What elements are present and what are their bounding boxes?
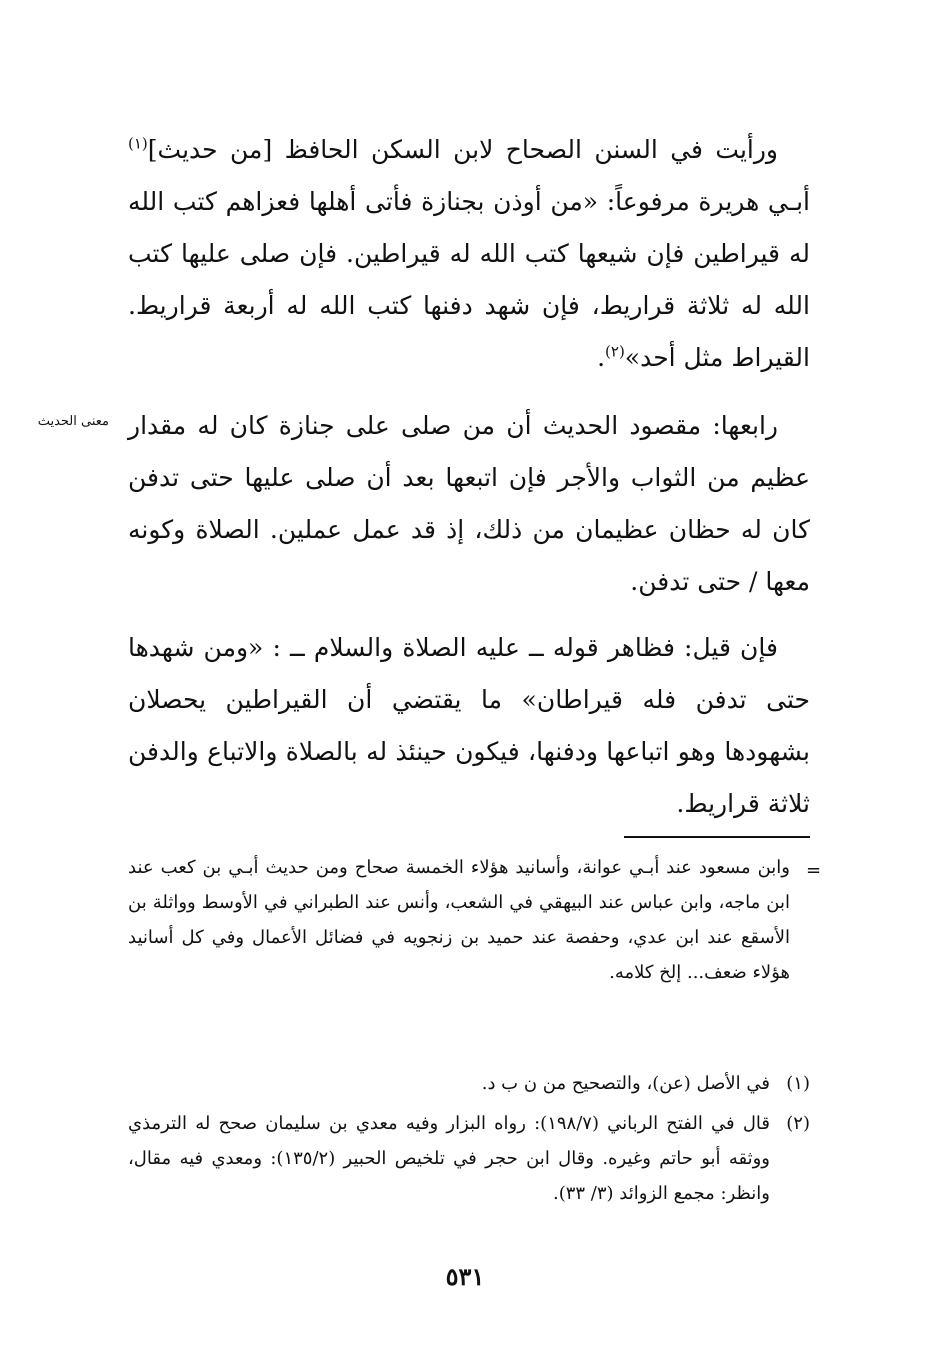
footnote-2-text: قال في الفتح الرباني (١٩٨/٧): رواه البزار وفيه معدي بن سليمان صحح له الترمذي ووثقه أبو حاتم وغيره. وقال ابن حجر في تلخيص الحبير (١٣٥/٢): ومعدي فيه مقال، وانظر: مجمع الزوائد (٣/ ٣٣).: [128, 1113, 770, 1204]
paragraph-fa-in-qila: [128, 622, 810, 830]
paragraph1-text-start: ورأيت في السنن الصحاح لابن السكن الحافظ [من حديث]: [147, 135, 778, 164]
paragraph1-text-end: .: [597, 343, 606, 372]
footnote-2-number: (٢): [786, 1113, 810, 1134]
paragraph2-text: رابعها: مقصود الحديث أن من صلى على جنازة كان له مقدار عظيم من الثواب والأجر فإن اتبعها بعد أن صلى عليها حتى تدفن كان له حظان عظيمان من ذلك، إذ قد عمل عملين. الصلاة وكونه معها / حتى تدفن.: [128, 411, 810, 596]
paragraph-rabiuha: [128, 400, 810, 608]
page-number: ٥٣١: [445, 1262, 485, 1291]
footnote-1-text: في الأصل (عن)، والتصحيح من ن ب د.: [481, 1073, 770, 1094]
footnote-ref-2[interactable]: (٢): [605, 342, 625, 361]
footnote-ref-1[interactable]: (١): [128, 134, 148, 153]
footnote-continuation-mark: =: [806, 860, 822, 881]
paragraph3-text: فإن قيل: فظاهر قوله ــ عليه الصلاة والسلام ــ : «ومن شهدها حتى تدفن فله قيراطان» ما يقتضي أن القيراطين يحصلان بشهودها وهو اتباعها ودفنها، فيكون حينئذ له بالصلاة والاتباع والدفن ثلاثة قراريط.: [128, 633, 810, 818]
margin-note: معنى الحديث: [37, 414, 109, 429]
footnote-1: [128, 1066, 810, 1101]
footnote-separator: [624, 836, 810, 838]
paragraph1-text-rest: أبـي هريرة مرفوعاً: «من أوذن بجنازة فأتى أهلها فعزاهم كتب الله له قيراطين فإن شيعها كتب الله له قيراطين. فإن صلى عليها كتب الله له ثلاثة قراريط، فإن شهد دفنها كتب الله له أربعة قراريط. القيراط مثل أحد»: [128, 187, 810, 372]
footnote-2: [128, 1106, 810, 1211]
paragraph-sunan-sihah: [128, 124, 810, 384]
footnote-1-number: (١): [786, 1073, 810, 1094]
footnote-continuation: وابن مسعود عند أبـي عوانة، وأسانيد هؤلاء الخمسة صحاح ومن حديث أبـي بن كعب عند ابن ماجه، وابن عباس عند البيهقي في الشعب، وأنس عند الطبراني في الأوسط وواثلة بن الأسقع عند ابن عدي، وحفصة عند حميد بن زنجويه في فضائل الأعمال وفي كل أسانيد هؤلاء ضعف... إلخ كلامه.: [128, 857, 790, 983]
